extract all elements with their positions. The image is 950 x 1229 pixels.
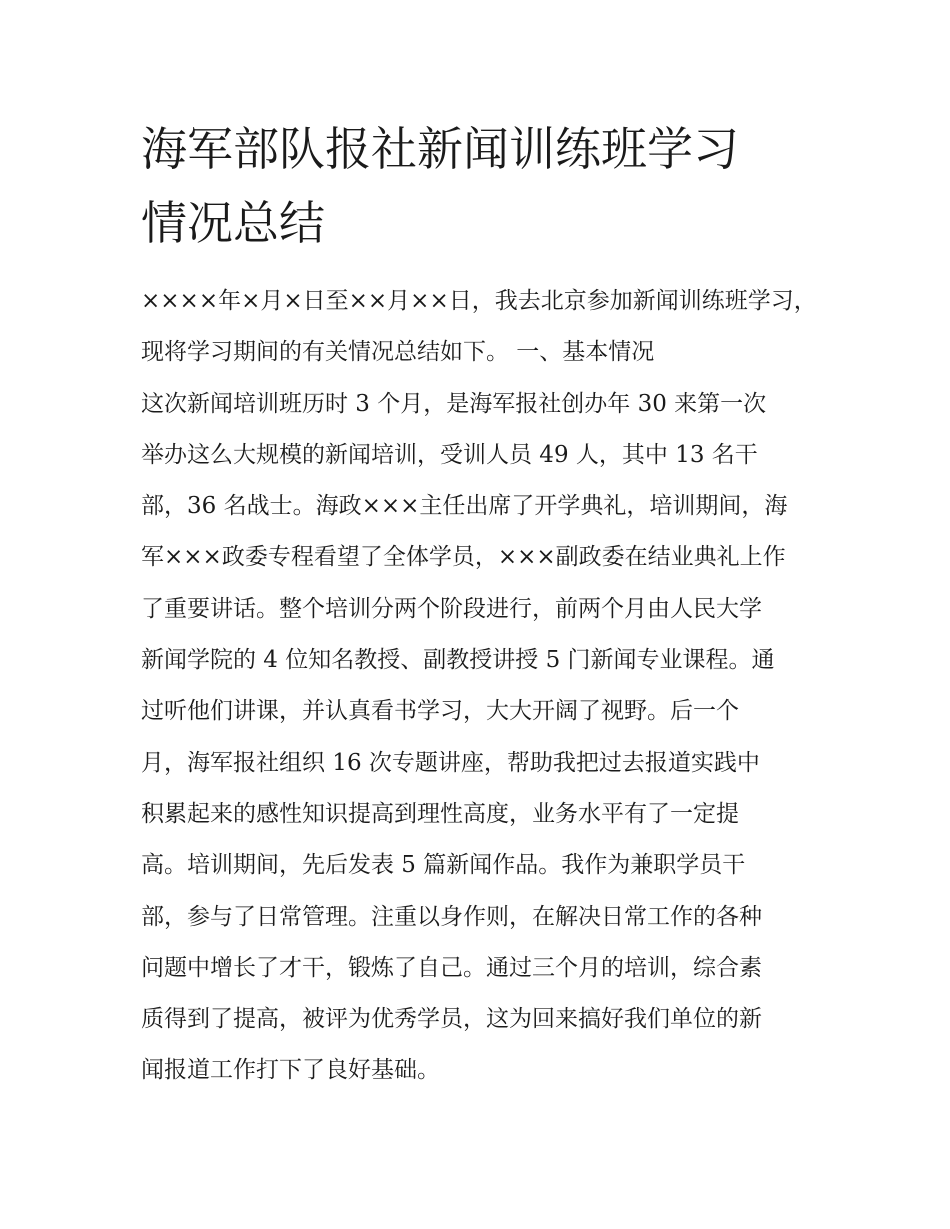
body-line: 新闻学院的 4 位知名教授、副教授讲授 5 门新闻专业课程。通: [141, 647, 775, 674]
body-line: 举办这么大规模的新闻培训，受训人员 49 人，其中 13 名干: [141, 441, 758, 468]
title-line: 情况总结: [141, 196, 325, 250]
body-line: 了重要讲话。整个培训分两个阶段进行，前两个月由人民大学: [141, 595, 762, 622]
body-line: 月，海军报社组织 16 次专题讲座，帮助我把过去报道实践中: [141, 749, 760, 776]
body-line: 部，36 名战士。海政×××主任出席了开学典礼，培训期间，海: [141, 493, 788, 520]
document-body: [141, 276, 831, 1097]
body-line: 现将学习期间的有关情况总结如下。 一、基本情况: [141, 339, 655, 366]
body-line: 部，参与了日常管理。注重以身作则，在解决日常工作的各种: [141, 903, 762, 930]
body-line: 过听他们讲课，并认真看书学习，大大开阔了视野。后一个: [141, 698, 739, 725]
body-line: 这次新闻培训班历时 3 个月，是海军报社创办年 30 来第一次: [141, 390, 767, 417]
body-line: 闻报道工作打下了良好基础。: [141, 1057, 440, 1084]
document-title: [141, 112, 821, 260]
body-line: 积累起来的感性知识提高到理性高度，业务水平有了一定提: [141, 800, 739, 827]
body-line: 军×××政委专程看望了全体学员，×××副政委在结业典礼上作: [141, 544, 786, 571]
body-line: ××××年×月×日至××月××日，我去北京参加新闻训练班学习，: [141, 288, 817, 314]
title-line: 海军部队报社新闻训练班学习: [141, 122, 739, 176]
body-line: 高。培训期间，先后发表 5 篇新闻作品。我作为兼职学员干: [141, 852, 746, 879]
body-line: 质得到了提高，被评为优秀学员，这为回来搞好我们单位的新: [141, 1006, 762, 1033]
body-line: 问题中增长了才干，锻炼了自己。通过三个月的培训，综合素: [141, 954, 762, 981]
